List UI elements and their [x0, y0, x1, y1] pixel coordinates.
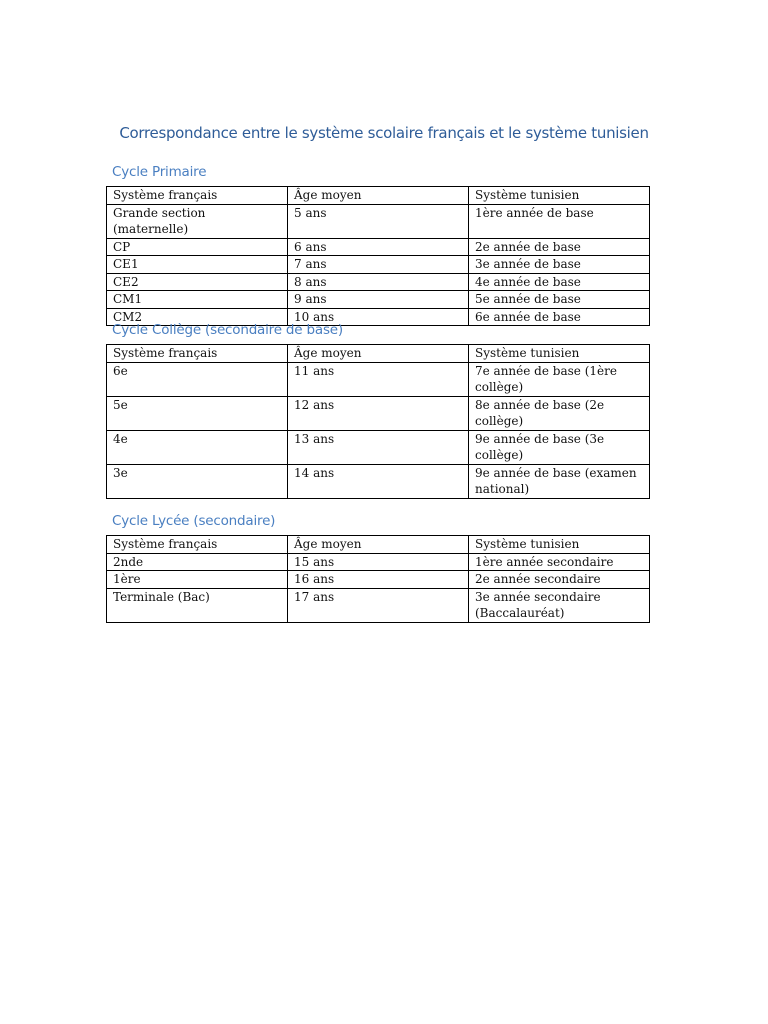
table-cell: Grande section (maternelle)	[107, 204, 288, 238]
table-cell: 5e année de base	[469, 291, 650, 309]
table-cell: 11 ans	[288, 362, 469, 396]
table-cell: 17 ans	[288, 588, 469, 622]
table-cell: 2e année secondaire	[469, 571, 650, 589]
table-cell: 5e	[107, 396, 288, 430]
table-cell: 6e	[107, 362, 288, 396]
header-cell-systeme-tunisien: Système tunisien	[469, 536, 650, 554]
header-cell-age-moyen: Âge moyen	[288, 345, 469, 363]
table-cell: 13 ans	[288, 430, 469, 464]
table-cell: 7e année de base (1ère collège)	[469, 362, 650, 396]
table-cell: 6 ans	[288, 238, 469, 256]
table-cell: 15 ans	[288, 553, 469, 571]
table-college	[106, 344, 650, 499]
table-cell: CM1	[107, 291, 288, 309]
table-primaire	[106, 186, 650, 326]
section-heading-primaire: Cycle Primaire	[112, 164, 207, 180]
table-cell: 8e année de base (2e collège)	[469, 396, 650, 430]
table-row	[107, 396, 650, 430]
section-heading-college: Cycle Collège (secondaire de base)	[112, 322, 343, 338]
table-cell: 14 ans	[288, 464, 469, 498]
table-row	[107, 553, 650, 571]
table-row	[107, 588, 650, 622]
table-cell: CP	[107, 238, 288, 256]
table-row	[107, 273, 650, 291]
table-row	[107, 571, 650, 589]
table-cell: CM2	[107, 308, 288, 326]
table-cell: 7 ans	[288, 256, 469, 274]
table-cell: 3e année de base	[469, 256, 650, 274]
table-header-row	[107, 345, 650, 363]
header-cell-systeme-francais: Système français	[107, 187, 288, 205]
table-cell: 3e	[107, 464, 288, 498]
section-heading-lycee: Cycle Lycée (secondaire)	[112, 513, 276, 529]
table-row	[107, 256, 650, 274]
table-row	[107, 464, 650, 498]
table-cell: 9e année de base (3e collège)	[469, 430, 650, 464]
header-cell-systeme-tunisien: Système tunisien	[469, 345, 650, 363]
table-header-row	[107, 536, 650, 554]
table-cell: 1ère année secondaire	[469, 553, 650, 571]
header-cell-age-moyen: Âge moyen	[288, 187, 469, 205]
table-cell: CE2	[107, 273, 288, 291]
table-cell: 2nde	[107, 553, 288, 571]
table-row	[107, 362, 650, 396]
table-cell: 1ère	[107, 571, 288, 589]
table-cell: CE1	[107, 256, 288, 274]
table-cell: 4e année de base	[469, 273, 650, 291]
header-cell-age-moyen: Âge moyen	[288, 536, 469, 554]
table-header-row	[107, 187, 650, 205]
table-row	[107, 204, 650, 238]
header-cell-systeme-tunisien: Système tunisien	[469, 187, 650, 205]
table-cell: 5 ans	[288, 204, 469, 238]
table-row	[107, 291, 650, 309]
table-cell: 10 ans	[288, 308, 469, 326]
header-cell-systeme-francais: Système français	[107, 536, 288, 554]
table-cell: 16 ans	[288, 571, 469, 589]
table-lycee	[106, 535, 650, 623]
table-row	[107, 238, 650, 256]
table-cell: 8 ans	[288, 273, 469, 291]
table-cell: Terminale (Bac)	[107, 588, 288, 622]
table-cell: 3e année secondaire (Baccalauréat)	[469, 588, 650, 622]
table-cell: 12 ans	[288, 396, 469, 430]
table-cell: 4e	[107, 430, 288, 464]
header-cell-systeme-francais: Système français	[107, 345, 288, 363]
table-cell: 2e année de base	[469, 238, 650, 256]
table-cell: 6e année de base	[469, 308, 650, 326]
table-cell: 9 ans	[288, 291, 469, 309]
table-row	[107, 430, 650, 464]
document-title: Correspondance entre le système scolaire français et le système tunisien	[119, 124, 649, 142]
table-cell: 1ère année de base	[469, 204, 650, 238]
table-cell: 9e année de base (examen national)	[469, 464, 650, 498]
